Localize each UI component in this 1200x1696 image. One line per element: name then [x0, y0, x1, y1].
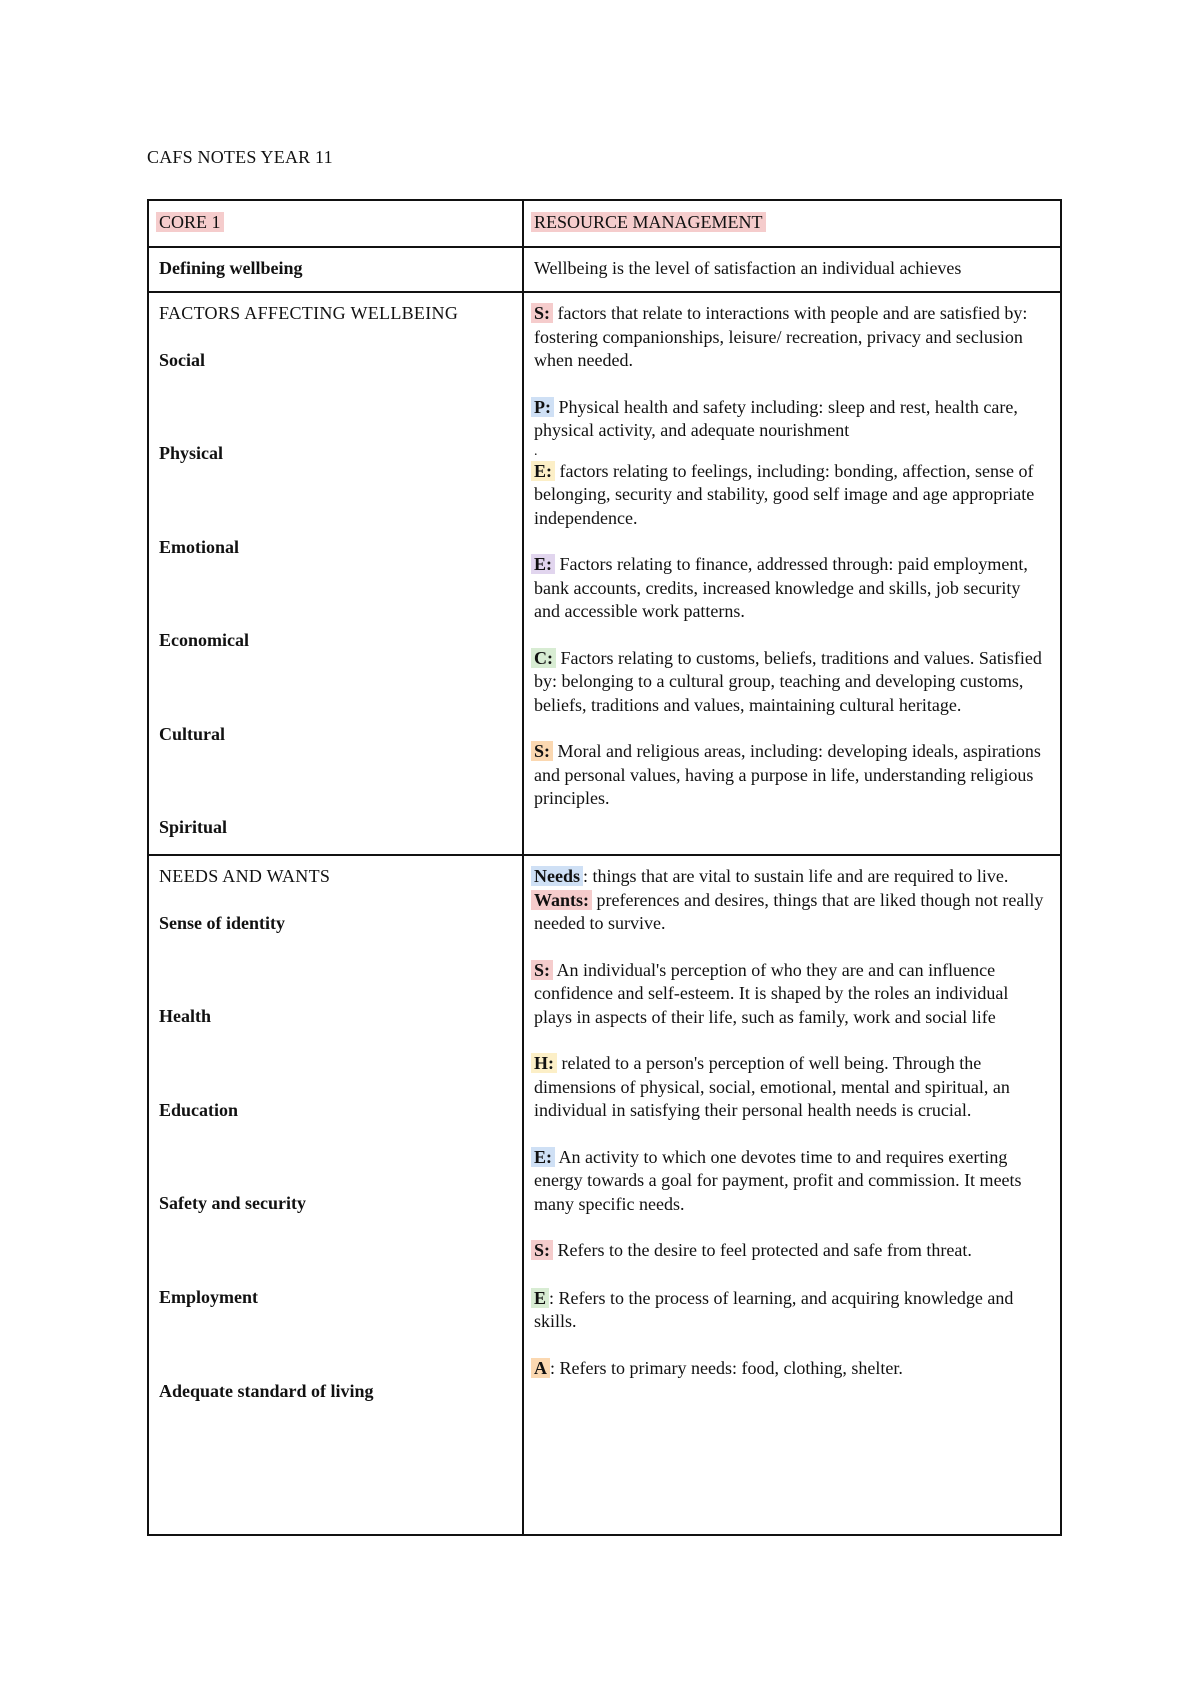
- needs-key: Needs: [531, 866, 583, 886]
- factor-label-spiritual: Spiritual: [159, 817, 228, 837]
- need-education-key: E: [531, 1288, 549, 1308]
- need-label-adequate-standard: Adequate standard of living: [159, 1381, 374, 1401]
- factor-economical-text: [534, 553, 1050, 624]
- factor-cultural-key: C:: [531, 648, 556, 668]
- need-standard-body: : Refers to primary needs: food, clothing, shelter.: [550, 1357, 903, 1378]
- table-row: [148, 292, 1061, 855]
- need-safety-key: S:: [531, 1240, 553, 1260]
- need-employment-key: E:: [531, 1147, 555, 1167]
- needs-labels-cell: [148, 855, 523, 1535]
- defining-wellbeing-label: Defining wellbeing: [159, 258, 303, 278]
- factor-cultural-text: [534, 647, 1050, 718]
- defining-label-cell: [148, 247, 523, 292]
- resource-management-label: RESOURCE MANAGEMENT: [531, 212, 766, 232]
- factor-label-emotional: Emotional: [159, 536, 240, 557]
- defining-text-cell: [523, 247, 1061, 292]
- need-label-safety: Safety and security: [159, 1193, 306, 1213]
- need-standard-key: A: [531, 1358, 550, 1378]
- need-label-sense-of-identity: Sense of identity: [159, 912, 285, 933]
- document-title: CAFS NOTES YEAR 11: [147, 147, 333, 167]
- wants-key: Wants:: [531, 890, 592, 910]
- need-education-text: [534, 1287, 1050, 1334]
- factor-label-social: Social: [159, 349, 206, 370]
- factor-physical-key: P:: [531, 397, 554, 417]
- needs-body: : things that are vital to sustain life and are required to live.: [583, 866, 1009, 886]
- need-label-health: Health: [159, 1006, 211, 1026]
- factor-physical-dot: .: [534, 443, 538, 459]
- factor-spiritual-key: S:: [531, 741, 553, 761]
- need-health-body: related to a person's perception of well being. Through the dimensions of physical, social, emotional, mental and spiritual, an individual in satisfying their personal health needs is crucial.: [534, 1053, 1010, 1120]
- factor-economical-key: E:: [531, 554, 555, 574]
- factor-spiritual-text: [534, 740, 1050, 811]
- need-health-key: H:: [531, 1053, 557, 1073]
- factor-spiritual-body: Moral and religious areas, including: developing ideals, aspirations and personal values, having a purpose in life, understanding religious principles.: [534, 741, 1041, 808]
- need-safety-body: Refers to the desire to feel protected and safe from threat.: [553, 1240, 972, 1260]
- need-identity-key: S:: [531, 960, 553, 980]
- need-label-education: Education: [159, 1099, 239, 1120]
- need-employment-text: [534, 1146, 1050, 1217]
- table-header-row: [148, 200, 1061, 247]
- factor-cultural-body: Factors relating to customs, beliefs, traditions and values. Satisfied by: belonging to a cultural group, teaching and developing customs, beliefs, traditions and values, maintaining cultural heritage.: [534, 647, 1042, 715]
- defining-wellbeing-text: Wellbeing is the level of satisfaction an individual achieves: [534, 258, 962, 278]
- need-standard-of-living-text: [534, 1357, 1050, 1381]
- notes-table: [147, 199, 1062, 1536]
- need-identity-text: [534, 959, 1050, 1030]
- factors-text-cell: [523, 292, 1061, 855]
- factor-social-text: [534, 302, 1050, 373]
- factor-emotional-text: [534, 460, 1050, 531]
- need-label-employment: Employment: [159, 1286, 258, 1307]
- factor-label-physical: Physical: [159, 443, 224, 463]
- core-label: CORE 1: [156, 212, 224, 232]
- wants-definition: [534, 889, 1050, 936]
- factors-labels-cell: [148, 292, 523, 855]
- factor-social-body: factors that relate to interactions with people and are satisfied by: fostering companionships, leisure/ recreation, privacy and seclusion when needed.: [534, 303, 1028, 370]
- factors-heading: FACTORS AFFECTING WELLBEING: [159, 303, 459, 323]
- factor-economical-body: Factors relating to finance, addressed through: paid employment, bank accounts, credits, increased knowledge and skills, job security and accessible work patterns.: [534, 554, 1028, 621]
- need-identity-body: An individual's perception of who they are and can influence confidence and self-esteem. It is shaped by the roles an individual plays in aspects of their life, such as family, work and social life: [534, 959, 1009, 1027]
- needs-heading: NEEDS AND WANTS: [159, 866, 331, 886]
- factor-social-key: S:: [531, 303, 553, 323]
- factor-physical-body: Physical health and safety including: sleep and rest, health care, physical activity, and adequate nourishment: [534, 396, 1018, 440]
- factor-label-cultural: Cultural: [159, 723, 226, 744]
- needs-text-cell: [523, 855, 1061, 1535]
- header-left-cell: [148, 200, 523, 247]
- need-education-body: : Refers to the process of learning, and acquiring knowledge and skills.: [534, 1287, 1014, 1331]
- factor-emotional-key: E:: [531, 461, 555, 481]
- table-row: [148, 855, 1061, 1535]
- need-employment-body: An activity to which one devotes time to and requires exerting energy towards a goal for payment, profit and commission. It meets many specific needs.: [534, 1146, 1022, 1214]
- wants-body: preferences and desires, things that are liked though not really needed to survive.: [534, 889, 1044, 933]
- needs-definition: [534, 865, 1050, 889]
- need-safety-text: [534, 1239, 1050, 1263]
- factor-physical-text: [534, 396, 1050, 443]
- factor-label-economical: Economical: [159, 630, 249, 650]
- table-row: [148, 247, 1061, 292]
- need-health-text: [534, 1052, 1050, 1123]
- header-right-cell: [523, 200, 1061, 247]
- factor-emotional-body: factors relating to feelings, including: bonding, affection, sense of belonging, security and stability, good self image and age appropriate independence.: [534, 460, 1035, 528]
